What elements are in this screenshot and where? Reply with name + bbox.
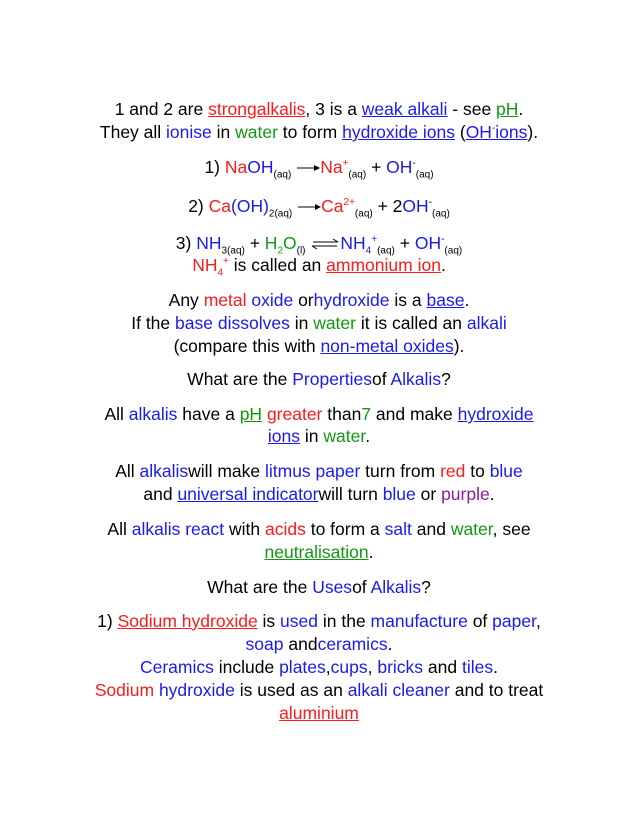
base-line-1: Any metal oxide orhydroxide is a base.	[168, 290, 470, 310]
link-hydroxide-ions-2b[interactable]: ions	[267, 426, 301, 446]
base-line-2: If the base dissolves in water it is called an alkali	[131, 313, 507, 333]
equation-1: 1) NaOH$_{(aq)}$ $Na^+_{(aq)} + OH^-_{(aq)}$	[204, 157, 434, 181]
link-weak-alkali[interactable]: weak alkali	[361, 99, 448, 119]
uses-line-4: Sodium hydroxide is used as an alkali cleaner and to treat	[94, 680, 544, 700]
link-ammonium-ion[interactable]: ammonium ion	[326, 255, 441, 275]
link-universal-indicator[interactable]: universal indicator	[177, 484, 319, 504]
link-ph[interactable]: pH	[496, 99, 519, 119]
ammonium-line: $NH_4^+$ is called an ammonium ion.	[192, 255, 446, 279]
link-ph-2[interactable]: pH	[239, 404, 263, 424]
uses-line-5	[0, 702, 638, 724]
properties-2-line-1: All alkaliswill make litmus paper turn from red to blue	[115, 461, 523, 481]
intro-line-2: They all ionise in water to form hydroxide ions (OH-ions).	[99, 122, 539, 142]
link-hydroxide-ions-2[interactable]: hydroxide	[457, 404, 534, 424]
link-neutralisation[interactable]: neutralisation	[264, 542, 369, 562]
link-strong-alkalis[interactable]: strongalkalis	[208, 99, 306, 119]
uses-line-3: Ceramics include plates,cups, bricks and tiles.	[139, 657, 498, 677]
link-hydroxide-ions[interactable]: hydroxide ions	[342, 122, 455, 142]
uses-heading: What are the Usesof Alkalis?	[207, 577, 431, 597]
link-oh-ions[interactable]: OH-ions	[465, 122, 528, 142]
properties-1-line-1: All alkalis have a pH greater than7 and make hydroxide	[104, 404, 534, 424]
link-non-metal-oxides[interactable]: non-metal oxides	[320, 336, 454, 356]
properties-1-line-2: ions in water.	[267, 426, 371, 446]
properties-3-line-2: neutralisation.	[264, 542, 374, 562]
equation-3: 3) $NH_{3(aq)} + H_2O_{(l)}$ $NH_4^+_{(aq)} + OH^-_{(aq)}$	[175, 233, 463, 257]
equilibrium-arrow-icon	[310, 238, 340, 250]
properties-2-line-2: and universal indicatorwill turn blue or purple.	[143, 484, 495, 504]
uses-line-1: 1) Sodium hydroxide is used in the manufacture of paper,	[97, 611, 541, 631]
properties-heading: What are the Propertiesof Alkalis?	[187, 369, 451, 389]
equation-2: 2) $Ca(OH)_{2(aq)}$ $Ca^{2+}_{(aq)} + 2OH^-_{(aq)}$	[188, 196, 450, 220]
link-sodium-hydroxide[interactable]: Sodium hydroxide	[117, 611, 258, 631]
properties-3-line-1: All alkalis react with acids to form a salt and water, see	[107, 519, 531, 539]
arrow-icon	[297, 202, 321, 212]
uses-line-2: soap andceramics.	[245, 634, 393, 654]
link-aluminium[interactable]: aluminium	[279, 703, 359, 723]
link-base[interactable]: base	[426, 290, 465, 310]
base-line-3: (compare this with non-metal oxides).	[173, 336, 465, 356]
intro-line-1: 1 and 2 are strongalkalis, 3 is a weak alkali - see pH.	[114, 99, 524, 119]
arrow-icon	[296, 163, 320, 173]
